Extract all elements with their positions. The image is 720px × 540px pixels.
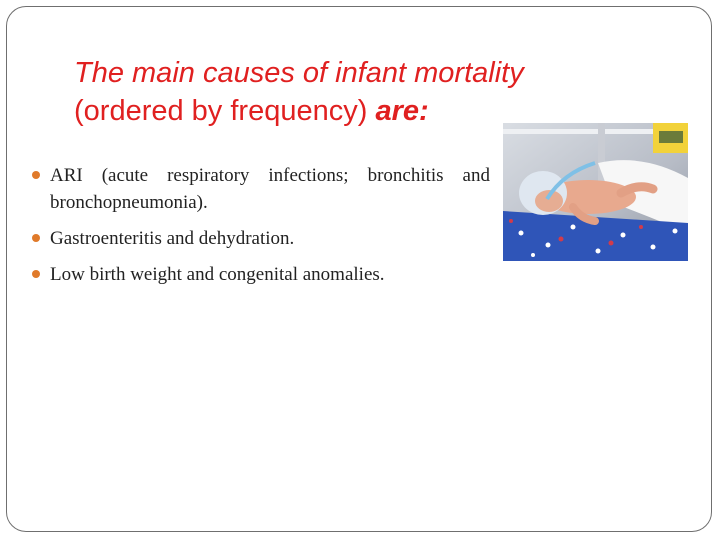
bullet-item — [32, 162, 490, 216]
bullet-text: ARI (acute respiratory infections; bronchitis and bronchopneumonia). — [50, 165, 490, 213]
title-line-2-paren: (ordered by frequency) — [74, 95, 368, 127]
bullet-marker-icon — [32, 270, 40, 278]
slide-title — [74, 54, 634, 130]
title-line-2-end: are: — [375, 95, 429, 127]
bullet-item — [32, 225, 490, 252]
infant-incubator-photo — [503, 123, 688, 261]
bullet-text: Low birth weight and congenital anomalies. — [50, 264, 385, 285]
title-line-1: The main causes of infant mortality — [74, 57, 524, 89]
bullet-text: Gastroenteritis and dehydration. — [50, 228, 295, 249]
bullet-marker-icon — [32, 234, 40, 242]
bullet-list — [32, 162, 490, 297]
bullet-marker-icon — [32, 171, 40, 179]
bullet-item — [32, 261, 490, 288]
